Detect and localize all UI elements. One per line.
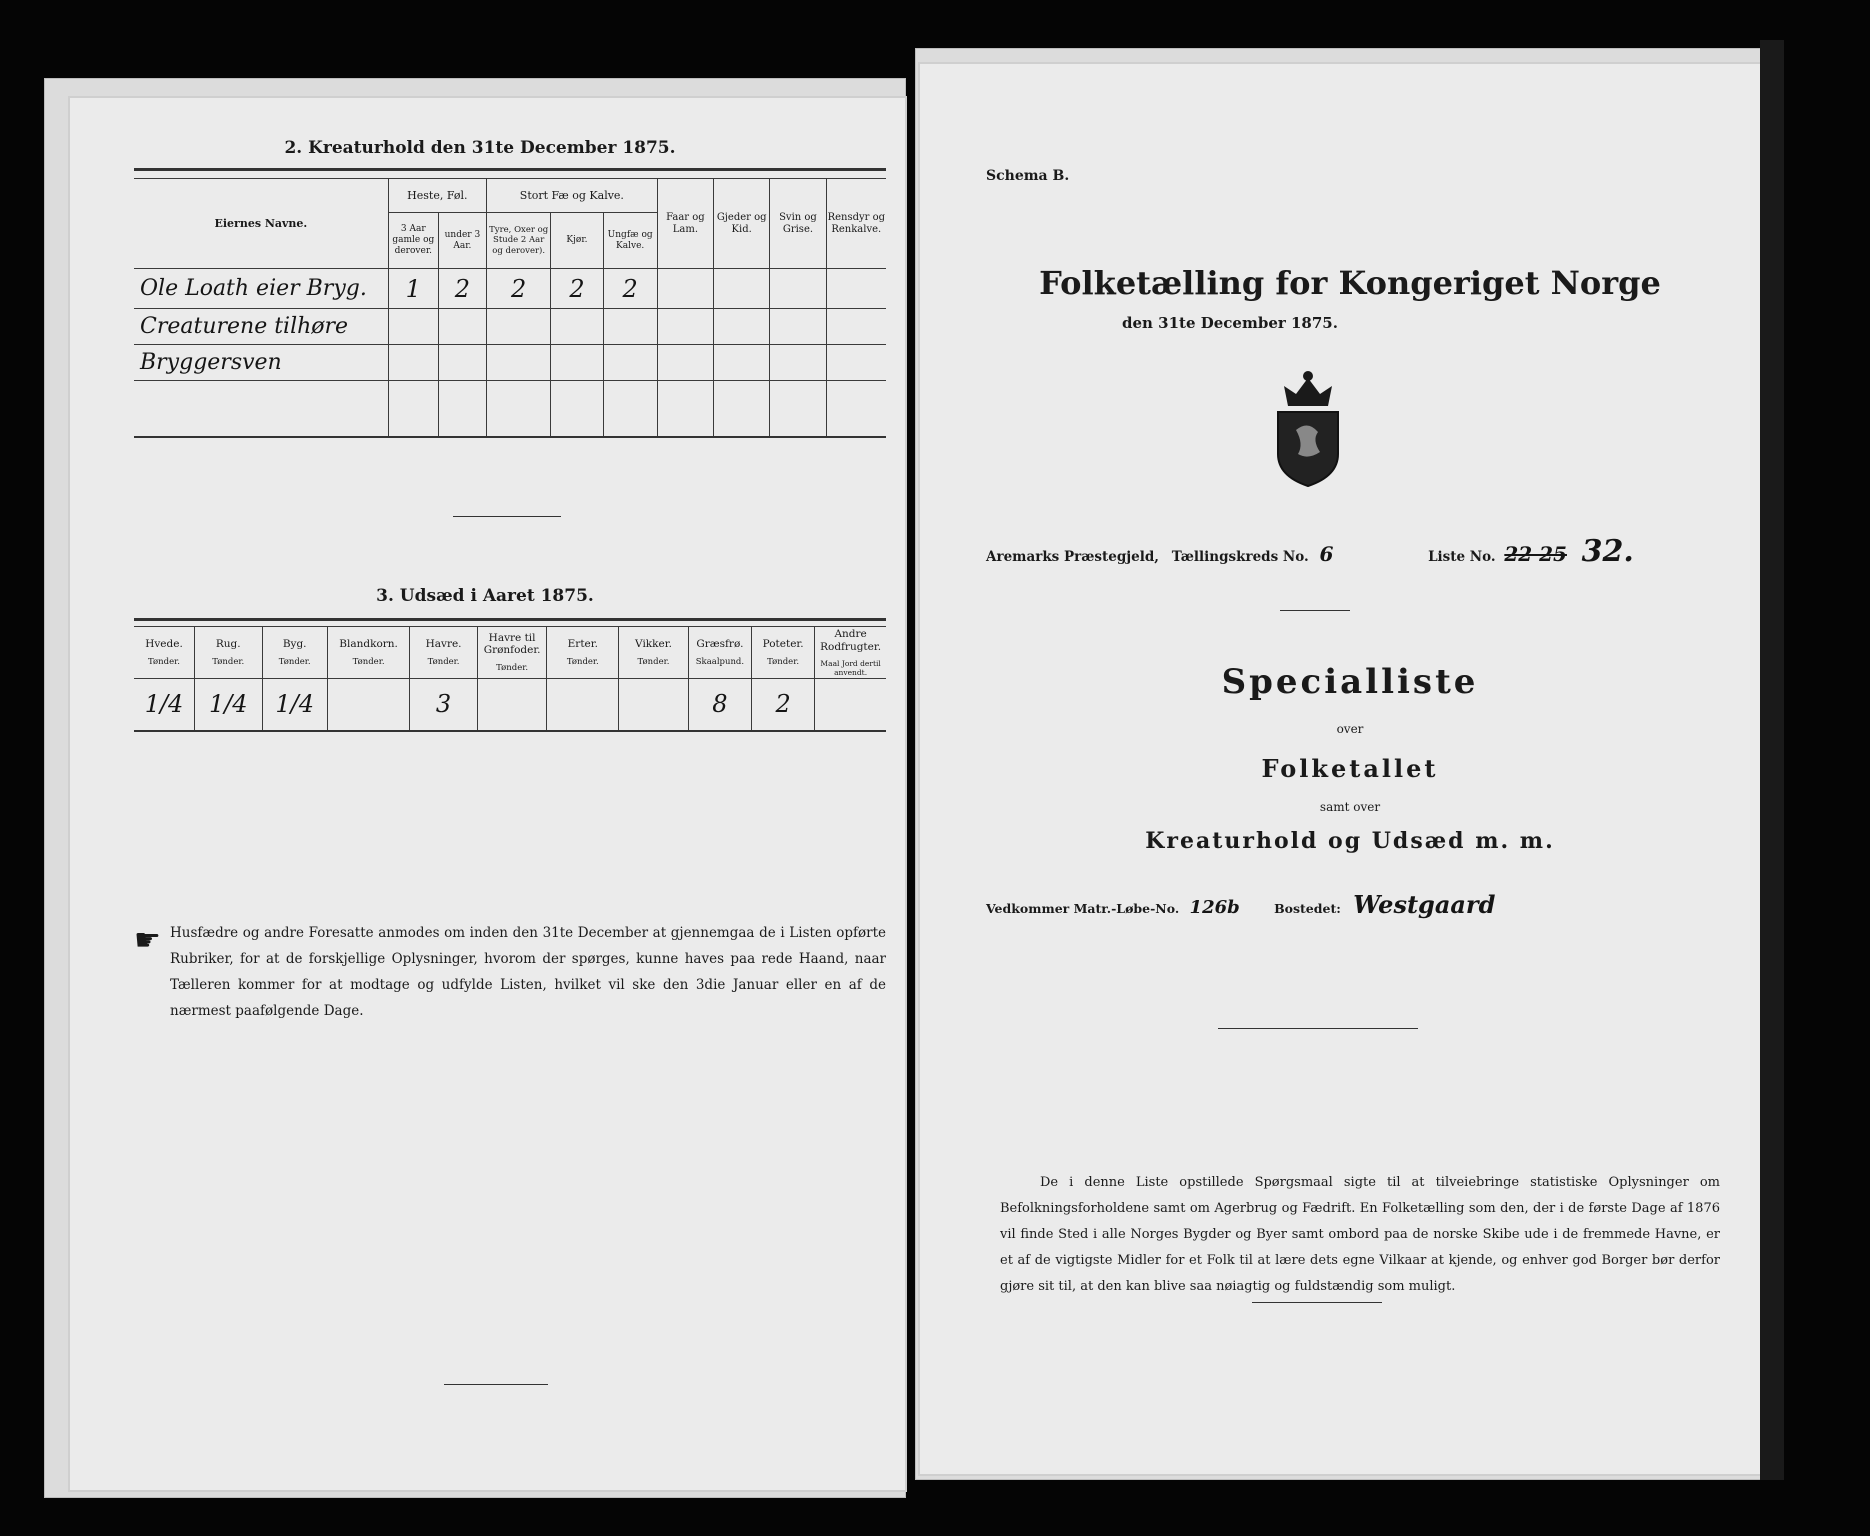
seed-header-unit: Tønder. [278, 656, 311, 667]
seed-value-cell: 2 [752, 679, 815, 731]
seed-value-cell: 8 [688, 679, 751, 731]
matr-line [986, 890, 1726, 919]
seed-header-name: Græsfrø. [696, 638, 744, 651]
seed-header-3 [262, 627, 327, 679]
seed-header-unit: Skaalpund. [695, 656, 745, 667]
divider-4 [1218, 1028, 1418, 1029]
svin-header: Svin og Grise. [770, 179, 826, 269]
heste-header: Heste, Føl. [388, 179, 486, 213]
table-row [134, 345, 886, 381]
seed-header-name: Vikker. [635, 638, 672, 651]
faar-header: Faar og Lam. [657, 179, 713, 269]
seed-value-cell: 3 [410, 679, 477, 731]
schema-label: Schema B. [986, 168, 1070, 184]
binding-shadow [1760, 40, 1784, 1480]
seed-header-9 [688, 627, 751, 679]
rensdyr-header: Rensdyr og Renkalve. [826, 179, 886, 269]
left-note: Husfædre og andre Foresatte anmodes om inden den 31te December at gjennemgaa de i Listen opførte Rubriker, for at de forskjellige Oplysninger, hvorom der spørges, kunne haves paa rede Haand, naar Tælleren kommer for at modtage og udfylde Listen, hvilket vil ske den 3die Januar eller en af de nærmest paafølgende Dage. [170, 925, 886, 1019]
section3-title: 3. Udsæd i Aaret 1875. [376, 586, 594, 606]
list-value: 32. [1581, 534, 1634, 569]
heading-specialliste: Specialliste [1221, 662, 1479, 702]
seed-value-cell [619, 679, 689, 731]
seed-header-name: Andre Rodfrugter. [820, 627, 882, 653]
owner-cell: Ole Loath eier Bryg. [134, 269, 388, 309]
seed-header-name: Havre til Grønfoder. [483, 631, 541, 657]
left-page [70, 98, 905, 1490]
seed-header-name: Rug. [215, 638, 241, 651]
seed-header-1 [134, 627, 195, 679]
seed-header-unit: Tønder. [427, 656, 460, 667]
heste-cell-1: 1 [388, 269, 438, 309]
fae-sub3: Ungfæ og Kalve. [603, 213, 657, 269]
table-row [134, 309, 886, 345]
list-label: Liste No. [1428, 549, 1496, 565]
seed-header-unit: Tønder. [352, 656, 385, 667]
seed-header-name: Poteter. [762, 638, 804, 651]
matr-label: Vedkommer Matr.-Løbe-No. [986, 901, 1180, 916]
fae-sub2: Kjør. [551, 213, 603, 269]
stort-fae-header: Stort Fæ og Kalve. [486, 179, 657, 213]
seed-header-7 [547, 627, 619, 679]
divider-3 [1280, 610, 1350, 611]
seed-header-name: Hvede. [145, 638, 183, 651]
matr-value: 126b [1189, 897, 1240, 918]
divider-1 [453, 516, 561, 517]
section2-top-rule [134, 168, 886, 171]
list-value-struck: 22 25 [1504, 542, 1567, 566]
table-row [134, 381, 886, 437]
seed-header-2 [195, 627, 262, 679]
seed-header-unit: Maal Jord dertil anvendt. [820, 659, 881, 678]
seed-header-10 [752, 627, 815, 679]
seed-header-8 [619, 627, 689, 679]
gjeder-header: Gjeder og Kid. [714, 179, 770, 269]
owner-cell: Creaturene tilhøre [134, 309, 388, 345]
owner-header: Eiernes Navne. [134, 179, 388, 269]
divider-5 [1252, 1302, 1382, 1303]
district-label: Tællingskreds No. [1171, 549, 1309, 565]
seed-header-unit: Tønder. [767, 656, 800, 667]
bosted-value: Westgaard [1353, 890, 1496, 919]
seed-header-unit: Tønder. [566, 656, 599, 667]
coat-of-arms-icon [1268, 368, 1348, 488]
district-value: 6 [1319, 542, 1334, 566]
seed-header-6 [477, 627, 547, 679]
seed-value-cell [477, 679, 547, 731]
heste-sub2: under 3 Aar. [438, 213, 486, 269]
seed-table [134, 626, 886, 732]
right-note: De i denne Liste opstillede Spørgsmaal sigte til at tilveiebringe statistiske Oplysninger om Befolkningsforholdene samt om Agerbrug og Fædrift. En Folketælling som den, der i de første Dage af 1876 vil finde Sted i alle Norges Bygder og Byer samt ombord paa de norske Skibe ude i de fremmede Havne, er et af de vigtigste Midler for et Folk til at lære dets egne Vilkaar at kjende, og enhver god Borger bør derfor gjøre sit til, at den kan blive saa nøiagtig og fuldstændig som muligt. [1000, 1175, 1720, 1294]
over-2: samt over [1319, 800, 1381, 814]
seed-value-cell [815, 679, 886, 731]
right-page [920, 64, 1760, 1474]
seed-header-name: Erter. [567, 638, 598, 651]
seed-value-cell [327, 679, 409, 731]
seed-header-unit: Tønder. [148, 656, 180, 667]
seed-header-unit: Tønder. [212, 656, 245, 667]
fae-cell-2: 2 [551, 269, 603, 309]
seed-header-name: Byg. [282, 638, 307, 651]
over-1: over [1336, 722, 1364, 736]
divider-2 [444, 1384, 548, 1385]
table-row [134, 679, 886, 731]
seed-header-name: Blandkorn. [339, 638, 398, 651]
seed-header-5 [410, 627, 477, 679]
table-row [134, 269, 886, 309]
bosted-label: Bostedet: [1274, 901, 1341, 916]
heste-sub1: 3 Aar gamle og derover. [388, 213, 438, 269]
section3-top-rule [134, 618, 886, 621]
owner-cell: Bryggersven [134, 345, 388, 381]
seed-header-11 [815, 627, 886, 679]
seed-value-cell: 1/4 [134, 679, 195, 731]
seed-header-unit: Tønder. [637, 656, 670, 667]
heading-kreaturhold: Kreaturhold og Udsæd m. m. [1145, 828, 1555, 854]
census-date: den 31te December 1875. [1122, 314, 1338, 332]
location-line [986, 534, 1726, 569]
seed-header-unit: Tønder. [496, 663, 529, 673]
fae-sub1: Tyre, Oxer og Stude 2 Aar og derover). [486, 213, 550, 269]
seed-value-cell: 1/4 [195, 679, 262, 731]
fae-cell-1: 2 [486, 269, 550, 309]
heading-folketallet: Folketallet [1261, 754, 1439, 783]
census-title: Folketælling for Kongeriget Norge [1039, 264, 1661, 302]
heste-cell-2: 2 [438, 269, 486, 309]
seed-value-cell: 1/4 [262, 679, 327, 731]
section2-title: 2. Kreaturhold den 31te December 1875. [284, 138, 676, 158]
seed-value-cell [547, 679, 619, 731]
fae-cell-3: 2 [603, 269, 657, 309]
livestock-table [134, 178, 886, 438]
pointing-hand-icon: ☛ [134, 923, 161, 958]
seed-header-4 [327, 627, 409, 679]
seed-header-name: Havre. [425, 638, 462, 651]
parish-label: Aremarks Præstegjeld, [986, 549, 1160, 565]
